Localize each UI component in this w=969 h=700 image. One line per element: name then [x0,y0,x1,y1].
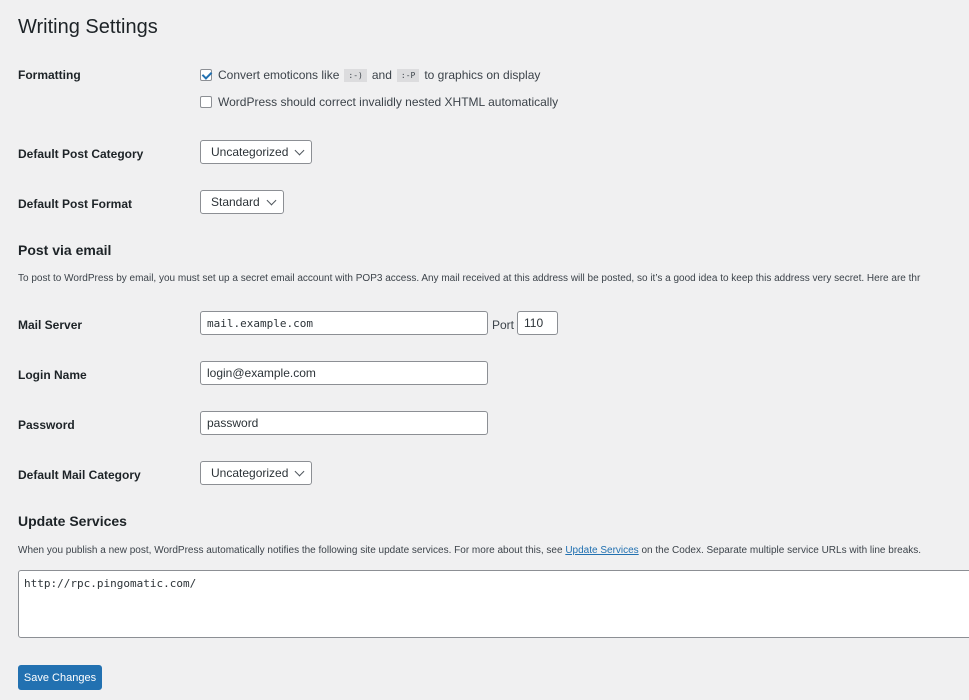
update-services-textarea[interactable]: http://rpc.pingomatic.com/ [18,570,969,638]
default-post-category-select[interactable] [200,140,312,164]
emoticons-checkbox[interactable] [200,69,212,81]
chevron-down-icon [295,145,305,155]
chevron-down-icon [295,466,305,476]
default-post-format-label: Default Post Format [18,197,133,211]
default-mail-category-select[interactable] [200,461,312,485]
login-name-label: Login Name [18,368,87,382]
default-mail-category-label: Default Mail Category [18,468,141,482]
mail-server-input[interactable]: mail.example.com [200,311,488,335]
save-changes-button[interactable]: Save Changes [18,665,102,690]
page-title: Writing Settings [18,16,158,38]
login-name-input[interactable]: login@example.com [200,361,488,385]
emoticon-code-smile: :-) [344,69,366,82]
xhtml-text: WordPress should correct invalidly nested XHTML automatically [218,95,559,109]
chevron-down-icon [266,195,276,205]
xhtml-option[interactable] [200,95,558,109]
password-label: Password [18,418,75,432]
emoticons-text-before: Convert emoticons like [218,68,340,82]
update-services-heading: Update Services [18,513,127,529]
formatting-label: Formatting [18,68,81,82]
default-post-category-value: Uncategorized [211,145,289,159]
update-services-link[interactable]: Update Services [565,545,639,556]
default-mail-category-value: Uncategorized [211,466,289,480]
emoticons-and: and [371,68,392,82]
password-input[interactable]: password [200,411,488,435]
default-post-format-value: Standard [211,195,260,209]
port-label: Port [492,318,515,332]
post-via-email-description: To post to WordPress by email, you must set up a secret email account with POP3 access. Any mail received at this address will be posted, so it’s a good idea to keep this address very secret. Here are thr [18,273,921,284]
default-post-format-select[interactable] [200,190,284,214]
emoticon-code-tongue: :-P [397,69,419,82]
update-services-desc-after: on the Codex. Separate multiple service URLs with line breaks. [641,545,922,556]
emoticons-text-after: to graphics on display [424,68,541,82]
mail-server-label: Mail Server [18,318,83,332]
xhtml-checkbox[interactable] [200,96,212,108]
update-services-desc-before: When you publish a new post, WordPress automatically notifies the following site update services. For more about this, see [18,545,563,556]
port-input[interactable]: 110 [517,311,558,335]
post-via-email-heading: Post via email [18,242,112,258]
default-post-category-label: Default Post Category [18,147,144,161]
emoticons-option[interactable] [200,68,540,82]
update-services-description [18,545,921,556]
